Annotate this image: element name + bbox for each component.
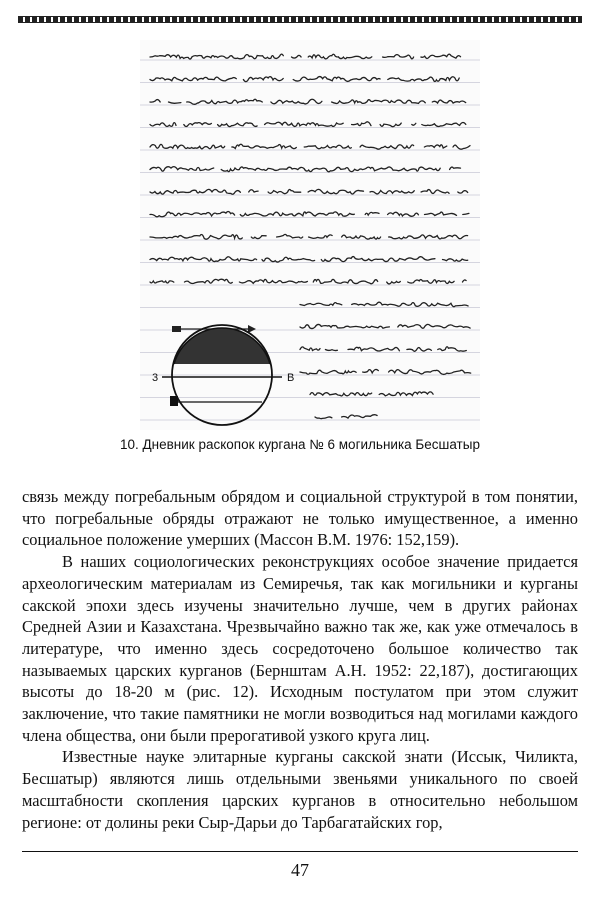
svg-text:B: B	[287, 372, 295, 384]
top-ornament-border	[18, 16, 582, 23]
handwriting-stroke	[300, 369, 471, 374]
svg-text:3: 3	[152, 372, 159, 384]
paragraph-1: связь между погребальным обрядом и социальной структурой в том понятии, что погребальные обряды отражают не только имущественное, а именно социальное положение умерших (Массон В.М. 1976: 152,159).	[22, 487, 578, 550]
handwriting-stroke	[150, 279, 466, 284]
handwriting-stroke	[315, 415, 386, 419]
paragraph-2: В наших социологических реконструкциях особое значение придается археологическим материалам из Семиречья, так как могильники и курганы сакской эпохи здесь изучены значительно лучше, чем в других районах Средней Азии и Казахстана. Чрезвычайно важно так же, как уже отмечалось в литературе, что именно здесь сосредоточено большое количество так называемых царских курганов (Бернштам А.Н. 1952: 22,187), достигающих высоты до 18-20 м (рис. 12). Исходным постулатом при этом служит заключение, что такие памятники не могли возводиться над могилами каждого члена общества, они были прерогативой узкого круга лиц.	[22, 552, 578, 745]
handwriting-stroke	[300, 302, 468, 306]
handwriting-stroke	[150, 212, 469, 217]
handwriting-stroke	[300, 324, 470, 328]
handwriting-stroke	[150, 144, 470, 149]
handwriting-stroke	[150, 122, 466, 127]
page-number: 47	[291, 860, 309, 880]
paragraph-3: Известные науке элитарные курганы сакской знати (Иссык, Чиликта, Бесшатыр) являются лишь отдельными звеньями уникального по своей масштабности скопления царских курганов в относительно небольшом регионе: от долины реки Сыр-Дарьи до Тарбагатайских гор,	[22, 747, 578, 832]
handwriting-stroke	[150, 234, 468, 239]
handwriting-stroke	[150, 77, 466, 82]
body-text	[22, 486, 578, 833]
handwriting-stroke	[310, 392, 441, 396]
handwriting-stroke	[150, 54, 466, 59]
handwriting-stroke	[150, 189, 468, 194]
diary-sketch-figure	[140, 40, 480, 430]
handwriting-stroke	[150, 167, 471, 172]
footer-rule	[22, 851, 578, 852]
handwriting-stroke	[300, 347, 466, 352]
handwriting-stroke	[150, 257, 468, 262]
figure-caption: 10. Дневник раскопок кургана № 6 могильника Бесшатыр	[120, 437, 480, 452]
handwritten-diary-image	[140, 40, 480, 430]
handwriting-stroke	[150, 99, 466, 104]
